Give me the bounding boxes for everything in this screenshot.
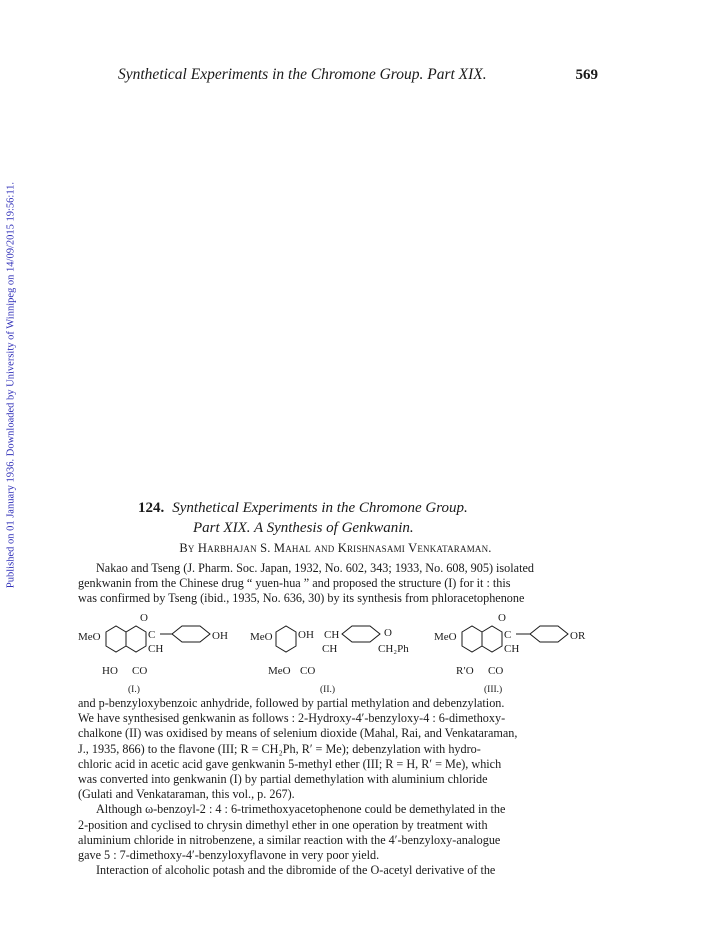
s1-bl: HO (102, 665, 118, 677)
download-notice: Published on 01 January 1936. Downloaded by University of Winnipeg on 14/09/2015 19:56:11. (5, 181, 17, 589)
s1-left: MeO (78, 631, 101, 643)
s3-ring-a (462, 626, 482, 652)
text-line: Interaction of alcoholic potash and the dibromide of the O-acetyl derivative of the (96, 863, 496, 878)
s1-o-top: O (140, 612, 148, 624)
text-line: genkwanin from the Chinese drug “ yuen-hua ” and proposed the structure (I) for it : this (78, 576, 511, 591)
s1-ring-b (172, 626, 210, 642)
s3-o-top: O (498, 612, 506, 624)
text-line: Although ω-benzoyl-2 : 4 : 6-trimethoxyacetophenone could be demethylated in the (96, 802, 506, 817)
s2-ch: CH (322, 643, 338, 655)
title-line-1: Synthetical Experiments in the Chromone Group. (172, 500, 468, 516)
text-line: J., 1935, 866) to the flavone (III; R = CH₂Ph, R′ = Me); debenzylation with hydro- (78, 741, 481, 756)
text-line: chalkone (II) was oxidised by means of selenium dioxide (Mahal, Rai, and Venkataraman, (78, 726, 518, 741)
paragraph-intro (78, 561, 593, 607)
s3-label: (III.) (484, 685, 503, 694)
s2-bl: MeO (268, 665, 291, 677)
chemical-structures (78, 612, 598, 694)
s2-label: (II.) (320, 685, 336, 694)
s2-ch2ph: CH₂Ph (378, 643, 409, 655)
byline: By Harbhajan S. Mahal and Krishnasami Venkataraman. (179, 541, 492, 555)
s2-ring-a (276, 626, 296, 652)
paragraph-synthesis (78, 696, 593, 878)
s2-oh: OH (298, 629, 314, 641)
s1-right: OH (212, 630, 228, 642)
s2-left: MeO (250, 631, 273, 643)
s3-c: C (504, 629, 512, 641)
article-title (138, 498, 598, 538)
text-line: was converted into genkwanin (I) by partial demethylation with aluminium chloride (78, 772, 488, 787)
s2-ch-top: CH (324, 629, 340, 641)
structure-ii (250, 626, 409, 694)
s3-ch: CH (504, 643, 520, 655)
s2-co: CO (300, 665, 316, 677)
title-line-2: Part XIX. A Synthesis of Genkwanin. (193, 520, 414, 536)
s3-bl: R′O (456, 665, 474, 677)
s2-ring-b (342, 626, 380, 642)
page-number: 569 (575, 67, 598, 83)
s3-right: OR (570, 630, 586, 642)
s1-co: CO (132, 665, 148, 677)
structure-iii (434, 612, 586, 694)
s1-label: (I.) (128, 685, 140, 694)
s3-ring-b (530, 626, 568, 642)
running-head-title: Synthetical Experiments in the Chromone Group. Part XIX. (118, 66, 487, 83)
text-line: We have synthesised genkwanin as follows : 2-Hydroxy-4′-benzyloxy-4 : 6-dimethoxy- (78, 711, 506, 726)
s2-o: O (384, 627, 392, 639)
s1-ring-a (106, 626, 126, 652)
article-number: 124. (138, 500, 165, 516)
text-line: chloric acid in acetic acid gave genkwanin 5-methyl ether (III; R = H, R′ = Me), which (78, 756, 502, 771)
s3-co: CO (488, 665, 504, 677)
s1-c: C (148, 629, 156, 641)
text-line: and p-benzyloxybenzoic anhydride, followed by partial methylation and debenzylation. (78, 696, 505, 710)
text-line: was confirmed by Tseng (ibid., 1935, No. 636, 30) by its synthesis from phloracetophenone (78, 591, 525, 606)
text-line: 2-position and cyclised to chrysin dimethyl ether in one operation by treatment with (78, 817, 488, 832)
structure-i (78, 612, 228, 694)
s3-left: MeO (434, 631, 457, 643)
s1-ring-c (126, 626, 146, 652)
text-line: gave 5 : 7-dimethoxy-4′-benzyloxyflavone in very poor yield. (78, 848, 380, 863)
s1-ch: CH (148, 643, 164, 655)
text-line: Nakao and Tseng (J. Pharm. Soc. Japan, 1932, No. 602, 343; 1933, No. 608, 905) isolated (96, 561, 534, 575)
text-line: aluminium chloride in nitrobenzene, a similar reaction with the 4′-benzyloxy-analogue (78, 832, 501, 847)
running-head (118, 66, 598, 84)
s3-ring-c (482, 626, 502, 652)
download-watermark (4, 180, 18, 590)
structure-diagram (78, 612, 598, 694)
text-line: (Gulati and Venkataraman, this vol., p. 267). (78, 787, 295, 802)
